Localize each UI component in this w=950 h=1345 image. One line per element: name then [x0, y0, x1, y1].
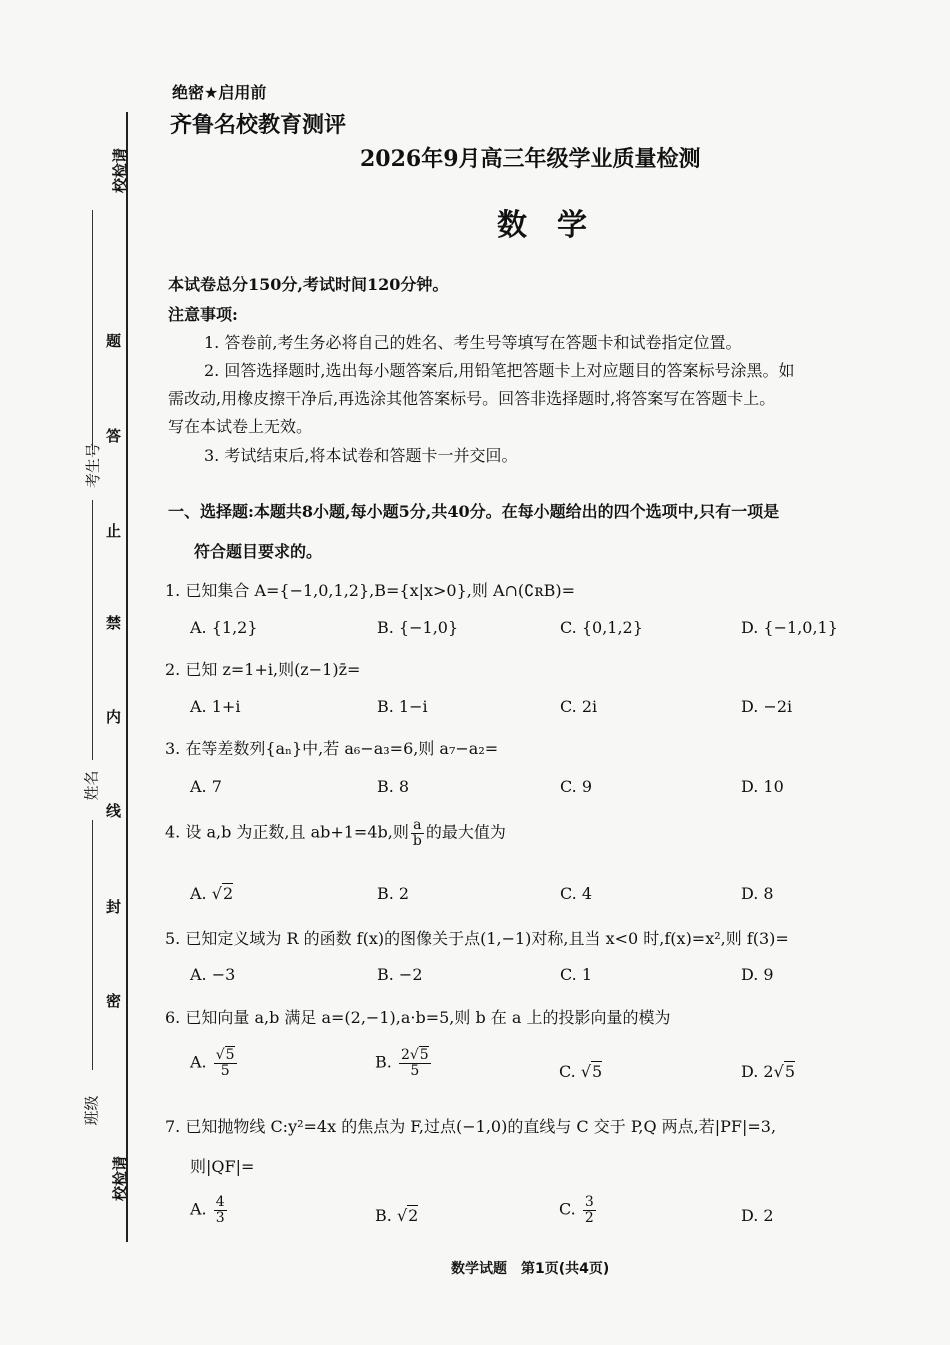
coefficient: 2 [400, 1047, 410, 1063]
question-stem: 7. 已知抛物线 C:y²=4x 的焦点为 F,过点(−1,0)的直线与 C 交于 P,Q 两点,若|PF|=3, [165, 1117, 777, 1136]
fraction-denominator: 5 [220, 1062, 230, 1079]
option-label: A. [190, 1052, 207, 1072]
question-stem: 1. 已知集合 A={−1,0,1,2},B={x|x>0},则 A∩(∁ʀB)= [165, 581, 576, 600]
option-label: D. 2 [741, 1062, 774, 1081]
name-field-line [92, 500, 93, 760]
fraction-numerator: a [411, 818, 424, 834]
option-label: C. [559, 1062, 581, 1081]
option-d: D. 2√5 [741, 1062, 795, 1081]
option-c: C. 2i [560, 697, 598, 716]
option-b: B. 8 [377, 777, 410, 796]
exam-no-field-line [92, 210, 93, 450]
option-b: B. 2 [377, 884, 410, 903]
notice-item-2: 2. 回答选择题时,选出每小题答案后,用铅笔把答题卡上对应题目的答案标号涂黑。如 [204, 361, 795, 380]
option-label: B. [375, 1052, 392, 1072]
fraction [583, 1195, 596, 1225]
stem-text: 的最大值为 [425, 822, 506, 842]
option-a: A. 1+i [190, 697, 241, 716]
question-stem: 3. 在等差数列{aₙ}中,若 a₆−a₃=6,则 a₇−a₂= [165, 739, 499, 758]
seal-char: 密 [106, 992, 122, 1010]
option-b: B. 1−i [377, 697, 428, 716]
margin-top-label: 校检请 [111, 147, 130, 194]
fraction [411, 818, 424, 848]
radicand: 5 [784, 1062, 795, 1081]
option-b: B. {−1,0} [377, 618, 459, 637]
class-field-line [92, 820, 93, 1070]
organization-name: 齐鲁名校教育测评 [170, 113, 347, 138]
fraction-numerator: 4 [215, 1194, 225, 1210]
option-d: D. 8 [741, 884, 774, 903]
exam-no-label: 考生号 [84, 442, 103, 489]
fraction-denominator: 5 [410, 1062, 420, 1079]
question-stem [165, 818, 506, 848]
option-c: C. 1 [560, 965, 593, 984]
option-label: C. [559, 1199, 576, 1219]
score-info: 本试卷总分150分,考试时间120分钟。 [168, 275, 449, 294]
option-a: A. √2 [190, 884, 234, 903]
seal-char: 内 [106, 708, 122, 726]
notice-item-1: 1. 答卷前,考生务必将自己的姓名、考生号等填写在答题卡和试卷指定位置。 [204, 333, 742, 352]
section-heading: 一、选择题:本题共8小题,每小题5分,共40分。在每小题给出的四个选项中,只有一项是 [168, 502, 780, 521]
fraction [214, 1048, 237, 1078]
page-footer: 数学试题 第1页(共4页) [451, 1261, 610, 1277]
question-stem-cont: 则|QF|= [190, 1157, 255, 1176]
section-heading-cont: 符合题目要求的。 [194, 542, 323, 561]
question-stem: 6. 已知向量 a,b 满足 a=(2,−1),a·b=5,则 b 在 a 上的投影向量的模为 [165, 1008, 671, 1027]
option-label: A. [190, 1199, 207, 1219]
seal-char: 线 [106, 802, 122, 820]
class-label: 班级 [82, 1095, 101, 1126]
confidential-mark: 绝密★启用前 [172, 83, 267, 102]
fraction-denominator: 2 [584, 1209, 594, 1226]
notice-item-2-end: 写在本试卷上无效。 [168, 417, 313, 436]
option-c: C. {0,1,2} [560, 618, 643, 637]
option-b: B. √2 [375, 1206, 419, 1225]
option-d: D. {−1,0,1} [741, 618, 838, 637]
seal-char: 封 [106, 898, 122, 916]
fraction [214, 1195, 227, 1225]
option-d: D. 2 [741, 1206, 774, 1225]
option-a: A. 7 [190, 777, 222, 796]
question-stem: 5. 已知定义域为 R 的函数 f(x)的图像关于点(1,−1)对称,且当 x<0 时,f(x)=x²,则 f(3)= [165, 929, 789, 948]
option-label: B. [375, 1206, 397, 1225]
option-b: B. −2 [377, 965, 423, 984]
notice-item-2-cont: 需改动,用橡皮擦干净后,再选涂其他答案标号。回答非选择题时,将答案写在答题卡上。 [168, 389, 776, 408]
fraction-numerator: 2√5 [400, 1047, 429, 1063]
option-a: A. {1,2} [190, 618, 258, 637]
fraction [399, 1048, 431, 1078]
question-stem: 2. 已知 z=1+i,则(z−1)z̄= [165, 660, 361, 679]
stem-text: 4. 设 a,b 为正数,且 ab+1=4b,则 [165, 822, 409, 842]
subject-title: 数学 [497, 208, 617, 243]
fraction-numerator: √5 [215, 1047, 235, 1063]
notice-item-3: 3. 考试结束后,将本试卷和答题卡一并交回。 [204, 446, 518, 465]
margin-bottom-label: 校检请 [111, 1155, 130, 1202]
option-a: A. −3 [190, 965, 236, 984]
option-a [190, 1048, 239, 1078]
option-c: C. 9 [560, 777, 593, 796]
option-d: D. 9 [741, 965, 774, 984]
notice-title: 注意事项: [168, 305, 238, 324]
option-c [559, 1195, 598, 1225]
option-d: D. −2i [741, 697, 793, 716]
name-label: 姓名 [82, 770, 101, 801]
option-a [190, 1195, 229, 1225]
radicand: 2 [408, 1206, 419, 1225]
option-c: C. √5 [559, 1062, 603, 1081]
seal-char: 禁 [106, 614, 122, 632]
seal-char: 止 [106, 522, 122, 540]
exam-title: 2026年9月高三年级学业质量检测 [360, 146, 701, 172]
fraction-denominator: 3 [215, 1209, 225, 1226]
radicand: 5 [419, 1047, 429, 1063]
option-b [375, 1048, 433, 1078]
radicand: 5 [592, 1062, 603, 1081]
seal-char: 题 [106, 332, 122, 350]
fraction-numerator: 3 [584, 1194, 594, 1210]
seal-char: 答 [106, 427, 122, 445]
radicand: 2 [222, 884, 234, 903]
option-c: C. 4 [560, 884, 593, 903]
fraction-denominator: b [412, 832, 422, 849]
option-label: A. [190, 884, 212, 903]
option-d: D. 10 [741, 777, 784, 796]
binding-line [126, 112, 128, 1242]
radicand: 5 [225, 1047, 235, 1063]
